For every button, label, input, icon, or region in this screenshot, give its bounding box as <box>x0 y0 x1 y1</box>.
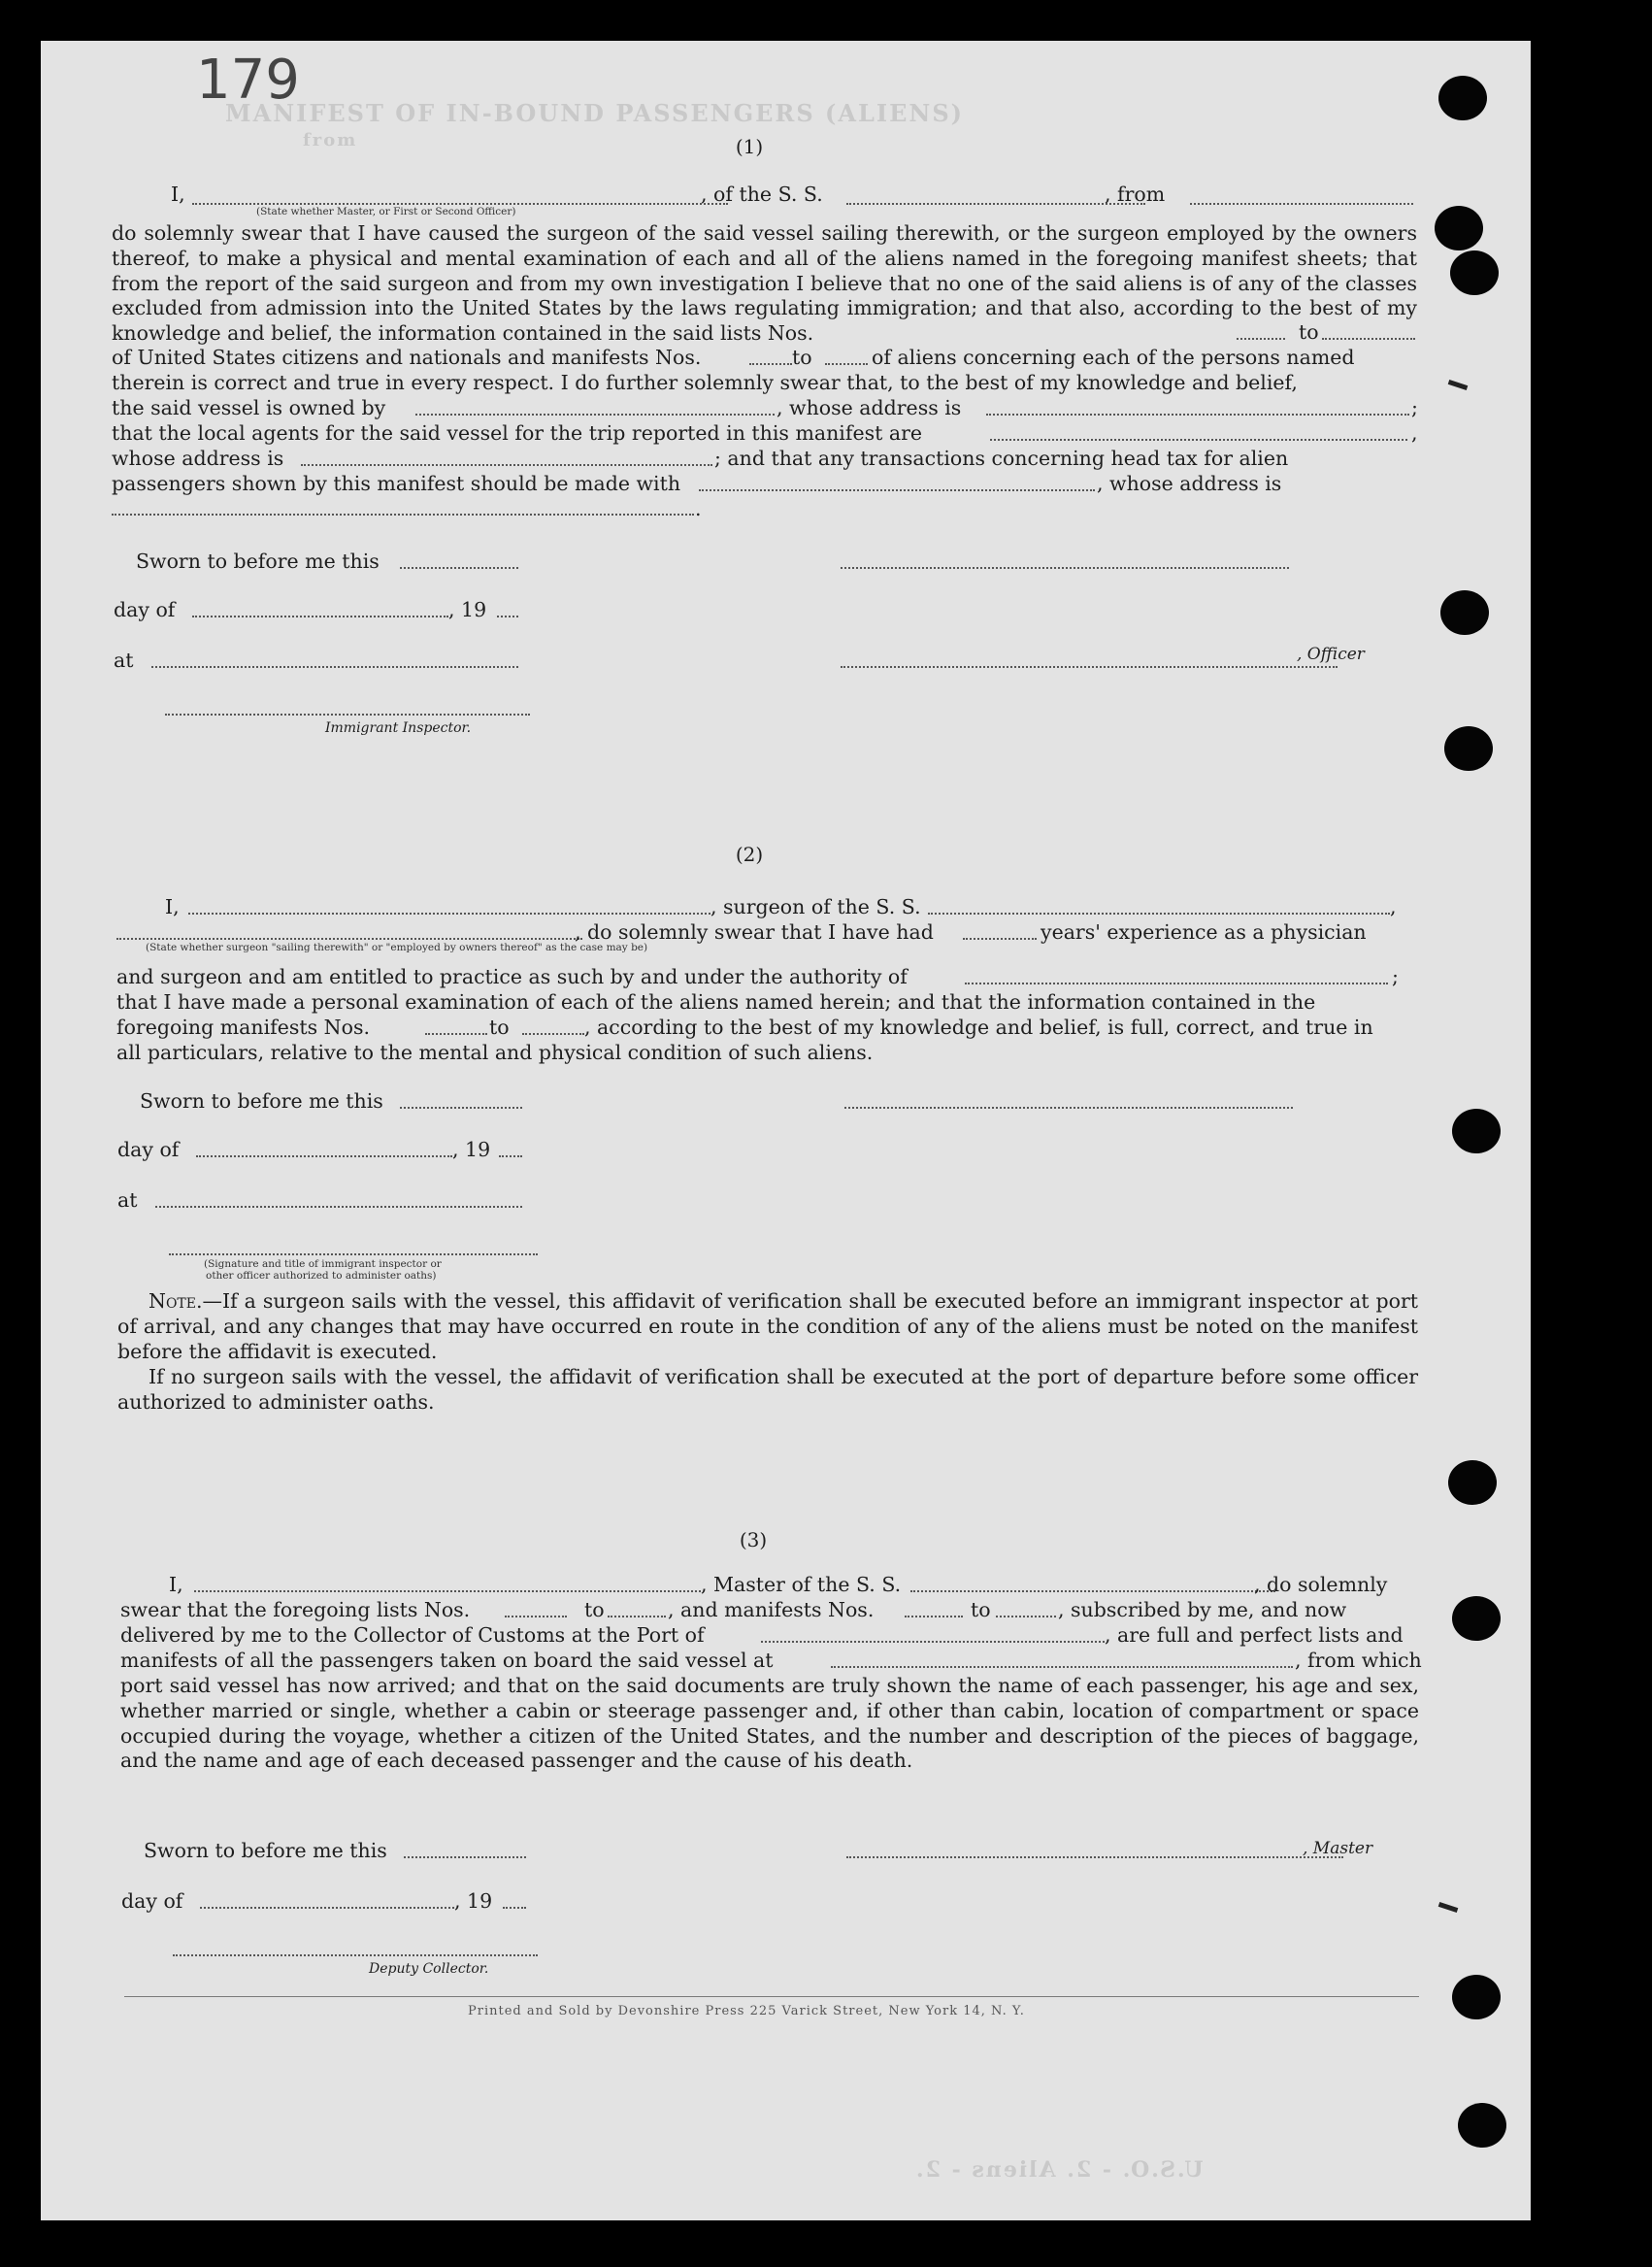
stamp-bleed-through: MANIFEST OF IN-BOUND PASSENGERS (ALIENS) <box>225 99 965 127</box>
s2-solemnly: , do solemnly swear that I have had <box>575 920 934 944</box>
s2-surgeon-signature-field[interactable] <box>844 1106 1293 1109</box>
s1-to-2: to <box>792 346 812 369</box>
s1-agents-address-field[interactable] <box>301 463 712 466</box>
s2-note-text: —If a surgeon sails with the vessel, this affidavit of verification shall be executed before an immigrant inspector at port of arrival, and any changes that may have occurred en route in the condition of any of the aliens must be noted on the manifest before the affidavit is executed. <box>117 1289 1418 1363</box>
s2-year: , 19 <box>452 1138 491 1161</box>
s1-headtax-contact-field[interactable] <box>699 488 1095 491</box>
s2-sig-caption-1: (Signature and title of immigrant inspector or <box>204 1258 442 1270</box>
s3-master-of: , Master of the S. S. <box>701 1573 902 1596</box>
binder-hole <box>1450 250 1499 295</box>
s3-port-field[interactable] <box>761 1640 1105 1643</box>
s3-do-solemnly: , do solemnly <box>1254 1573 1388 1596</box>
s1-year: , 19 <box>448 598 487 621</box>
s2-inspector-signature-field[interactable] <box>169 1252 538 1255</box>
s1-officer-signature-field[interactable] <box>841 566 1289 569</box>
s2-note-2: If no surgeon sails with the vessel, the affidavit of verification shall be executed at the port of departure before some officer authorized to administer oaths. <box>117 1365 1418 1414</box>
s2-place-field[interactable] <box>155 1205 522 1208</box>
s2-to: to <box>489 1016 510 1039</box>
binder-hole <box>1452 1975 1501 2019</box>
s2-sig-caption-2: other officer authorized to administer oaths) <box>206 1270 437 1282</box>
s3-departure-port-field[interactable] <box>831 1665 1293 1668</box>
s1-month-field[interactable] <box>192 615 448 617</box>
s3-year-field[interactable] <box>503 1906 526 1909</box>
binder-hole <box>1435 206 1483 250</box>
s2-i: I, <box>165 895 180 918</box>
s2-at: at <box>117 1188 138 1212</box>
s2-type-caption: (State whether surgeon "sailing therewith" or "employed by owners thereof" as the case may be) <box>146 942 648 953</box>
s1-whose-line: whose address is <box>112 447 284 470</box>
binder-hole <box>1452 1109 1501 1153</box>
s2-semicolon: ; <box>1392 965 1399 988</box>
s1-headtax-line: ; and that any transactions concerning head tax for alien <box>714 447 1289 470</box>
s3-full-lists: , are full and perfect lists and <box>1105 1623 1404 1647</box>
s2-month-field[interactable] <box>196 1154 452 1157</box>
s1-whose-address-2: , whose address is <box>1097 472 1282 495</box>
s3-master-signature-field[interactable] <box>846 1855 1343 1858</box>
s1-day-of: day of <box>114 598 176 621</box>
s1-passengers-line: passengers shown by this manifest should be made with <box>112 472 681 495</box>
s3-collector-signature-field[interactable] <box>173 1953 538 1956</box>
s1-agents-line: that the local agents for the said vessel for the trip reported in this manifest are <box>112 421 923 445</box>
s2-exam-line: that I have made a personal examination of each of the aliens named herein; and that the information contained in the <box>116 990 1316 1014</box>
s3-manifest-to-field[interactable] <box>996 1615 1056 1617</box>
s2-name-field[interactable] <box>188 912 710 915</box>
s2-sworn-day-field[interactable] <box>400 1106 522 1109</box>
s1-from: , from <box>1105 183 1166 206</box>
binder-hole <box>1440 590 1489 635</box>
s2-authority-line: and surgeon and am entitled to practice as such by and under the authority of <box>116 965 908 988</box>
s2-authority-field[interactable] <box>965 982 1388 984</box>
s2-year-field[interactable] <box>499 1154 522 1157</box>
s2-surgeon-type-field[interactable] <box>116 937 582 940</box>
s1-year-field[interactable] <box>497 615 518 617</box>
s3-vessel-field[interactable] <box>910 1589 1275 1592</box>
s1-owned-line: the said vessel is owned by <box>112 396 386 419</box>
s3-paragraph: port said vessel has now arrived; and that on the said documents are truly shown the name of each passenger, his age and sex, whether married or single, whether a cabin or steerage passenger and, if other than cabin, location of compartment or space occupied during the voyage, whether a citizen of the United States, and the number and description of the pieces of baggage, and the name and age of each deceased passenger and the cause of his death. <box>120 1674 1419 1773</box>
s1-owner-field[interactable] <box>415 413 775 416</box>
s3-name-field[interactable] <box>194 1589 701 1592</box>
s1-sworn-day-field[interactable] <box>400 566 518 569</box>
s1-inspector-label: Immigrant Inspector. <box>325 720 472 736</box>
s3-to: to <box>584 1598 605 1621</box>
s2-manifests-line: foregoing manifests Nos. <box>116 1016 370 1039</box>
section-3-heading: (3) <box>739 1528 768 1551</box>
s1-semicolon: ; <box>1411 396 1418 419</box>
handwritten-page-number: 179 <box>196 49 300 112</box>
s2-manifest-from-field[interactable] <box>425 1032 487 1035</box>
s3-subscribed: , subscribed by me, and now <box>1058 1598 1347 1621</box>
s1-list-from-field[interactable] <box>1237 337 1285 340</box>
s2-surgeon-of: , surgeon of the S. S. <box>710 895 921 918</box>
s1-list-to-field[interactable] <box>1322 337 1415 340</box>
margin-mark <box>1448 380 1469 390</box>
binder-hole <box>1438 76 1487 120</box>
s1-period: . <box>695 497 702 520</box>
printer-imprint: Printed and Sold by Devonshire Press 225 Varick Street, New York 14, N. Y. <box>468 2004 1025 2018</box>
s1-from-field[interactable] <box>1190 202 1413 205</box>
s1-place-field[interactable] <box>151 665 518 668</box>
s3-from-which: , from which <box>1295 1649 1422 1672</box>
s1-officer-label: , Officer <box>1297 645 1365 664</box>
s2-years: years' experience as a physician <box>1041 920 1367 944</box>
s1-owner-address-field[interactable] <box>986 413 1409 416</box>
s2-years-field[interactable] <box>963 937 1037 940</box>
s2-day-of: day of <box>117 1138 180 1161</box>
s3-sworn-day-field[interactable] <box>404 1855 526 1858</box>
s1-at: at <box>114 649 134 672</box>
s1-of-ss: , of the S. S. <box>701 183 823 206</box>
s1-inspector-signature-field[interactable] <box>165 713 530 716</box>
s3-deputy-label: Deputy Collector. <box>369 1961 489 1977</box>
s3-i: I, <box>169 1573 183 1596</box>
s3-to-2: to <box>971 1598 991 1621</box>
s3-swear-line: swear that the foregoing lists Nos. <box>120 1598 471 1621</box>
s3-manifest-from-field[interactable] <box>905 1615 963 1617</box>
section-1-heading: (1) <box>735 135 764 158</box>
s1-comma: , <box>1411 421 1418 445</box>
s2-vessel-field[interactable] <box>928 912 1390 915</box>
s1-agents-field[interactable] <box>990 438 1407 441</box>
s1-sworn: Sworn to before me this <box>136 550 380 573</box>
stamp-bleed-through-from: from <box>303 130 358 150</box>
s1-manifest-to-field[interactable] <box>825 362 868 365</box>
s2-according-line: , according to the best of my knowledge and belief, is full, correct, and true in <box>584 1016 1373 1039</box>
s1-name-field[interactable] <box>192 202 728 205</box>
s1-oath-paragraph: do solemnly swear that I have caused the surgeon of the said vessel sailing therewith, or the surgeon employed by the owners thereof, to make a physical and mental examination of each and all of the aliens named in the foregoing manifest sheets; that from the report of the said surgeon and from my own investigation I believe that no one of the said aliens is of any of the classes excluded from admission into the United States by the laws regulating immigration; and that also, according to the best of my knowledge and belief, the information contained in the said lists Nos. <box>112 221 1417 346</box>
form-page <box>41 41 1531 2220</box>
s3-day-of: day of <box>121 1889 183 1913</box>
s3-master-label: , Master <box>1303 1839 1373 1858</box>
s3-year: , 19 <box>454 1889 493 1913</box>
section-2-heading: (2) <box>735 843 764 866</box>
footer-rule <box>124 1996 1419 1997</box>
margin-mark <box>1438 1902 1459 1913</box>
s1-aliens-line: of aliens concerning each of the persons named <box>872 346 1355 369</box>
binder-hole <box>1448 1460 1497 1505</box>
s2-manifest-to-field[interactable] <box>522 1032 584 1035</box>
s1-manifest-from-field[interactable] <box>749 362 792 365</box>
s2-note-label: Note. <box>149 1289 203 1313</box>
s1-officer-title-field[interactable] <box>841 665 1338 668</box>
binder-hole <box>1444 726 1493 771</box>
reversed-bleed-through: U.S.O. - 2. Aliens - 2. <box>914 2157 1204 2183</box>
binder-hole <box>1452 1596 1501 1641</box>
s3-month-field[interactable] <box>200 1906 454 1909</box>
s1-to: to <box>1299 320 1319 344</box>
s3-delivered-line: delivered by me to the Collector of Customs at the Port of <box>120 1623 705 1647</box>
s2-sworn: Sworn to before me this <box>140 1089 383 1113</box>
s1-vessel-field[interactable] <box>846 202 1145 205</box>
s1-title-caption: (State whether Master, or First or Second Officer) <box>256 206 516 217</box>
s3-list-from-field[interactable] <box>505 1615 567 1617</box>
s3-and-manifests: , and manifests Nos. <box>668 1598 875 1621</box>
s3-manifests-line: manifests of all the passengers taken on board the said vessel at <box>120 1649 774 1672</box>
s2-comma: , <box>1390 895 1397 918</box>
s2-note <box>117 1289 1418 1364</box>
s3-sworn: Sworn to before me this <box>144 1839 387 1862</box>
s3-list-to-field[interactable] <box>608 1615 666 1617</box>
binder-hole <box>1458 2103 1506 2148</box>
s2-particulars-line: all particulars, relative to the mental and physical condition of such aliens. <box>116 1041 874 1064</box>
s1-citizens-line: of United States citizens and nationals and manifests Nos. <box>112 346 702 369</box>
s1-contact-address-field[interactable] <box>112 513 694 516</box>
s1-i: I, <box>171 183 185 206</box>
s1-correct-line: therein is correct and true in every respect. I do further solemnly swear that, to the best of my knowledge and belief, <box>112 371 1298 394</box>
s1-whose-address: , whose address is <box>776 396 962 419</box>
